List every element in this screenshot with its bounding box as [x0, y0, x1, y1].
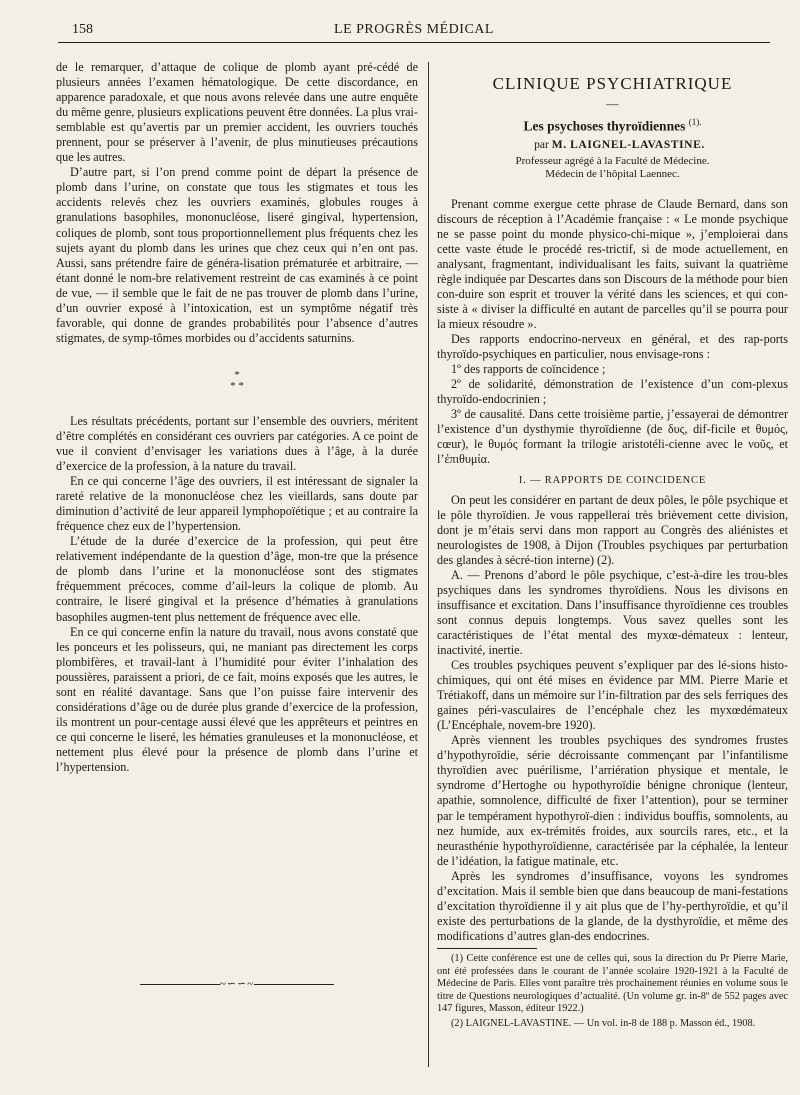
left-paragraph: Les résultats précédents, portant sur l’ensemble des ouvriers, méritent d’être complétés en considérant ces ouvriers par catégories. A ce point de vue il convient d’envisager les variations dues à l’âge, à la durée d’exercice de la profession, à la nature du travail.	[56, 413, 418, 474]
running-header	[58, 20, 770, 43]
right-paragraph: Après les syndromes d’insuffisance, voyons les syndromes d’excitation. Mais il semble bien que dans beaucoup de mani-festations d’excitation thyroïdienne il y ait plus que de l’hy-perthyroïdie, et qu’il existe des perturbations de la glande, de la dysthyroïdie, et même des modifications d’autres glan-des endocrines.	[437, 868, 788, 943]
left-paragraph: En ce qui concerne l’âge des ouvriers, il est intéressant de signaler la rareté relative de la mononucléose chez les vieillards, sans doute par diminution d’activité de leur appareil lymphopoïétique ; et au contraire la fréquence chez eux de l’hypertension.	[56, 474, 418, 534]
left-paragraph: En ce qui concerne enfin la nature du travail, nous avons constaté que les ponceurs et les polisseurs, qui, ne maniant pas directement les corps plombifères, et travail-lant à l’humidité pour éviter l’inhalation des poussières, paraissent a priori, de ce fait, moins exposés que les autres, le sont en réalité davantage. Sans que l’on puisse faire intervenir des considérations d’âge ou de durée plus grande d’exercice de la profession, ils montrent un pour-centage aussi élevé que les apprêteurs et peintres en ce qui concerne le liseré, les hématies granuleuses et la mononucléose, et nettement plus élevé pour la présence de plomb dans l’urine et l’hypertension.	[56, 624, 418, 774]
article-title-text: Les psychoses thyroïdiennes	[523, 118, 686, 134]
subsection-heading: I. — RAPPORTS DE COINCIDENCE	[518, 475, 707, 487]
end-flourish: ~∽∽~	[56, 977, 418, 992]
right-paragraph: 3º de causalité. Dans cette troisième partie, j’essayerai de démontrer l’existence d’un dysthymie thyroïdienne (de δυς, dif-ficile et θυμός, cœur), le θυμός formant la trilogie aristotéli-cienne avec le νοῦς, et l’ἐπιθυμία.	[437, 407, 788, 467]
footnote: (2) LAIGNEL-LAVASTINE. — Un vol. in-8 de 188 p. Masson éd., 1908.	[451, 1017, 756, 1029]
left-paragraph: de le remarquer, d’attaque de colique de plomb ayant pré-cédé de plusieurs années l’examen hématologique. De cette discordance, en apparence paradoxale, et que nous avons relevée dans une autre enquête du même genre, plusieurs explications peuvent être données. La plus vrai-semblable est qu’avertis par un premier accident, les ouvriers touchés prennent, pour se préserver à l’avenir, de plus minutieuses précautions que les autres.	[56, 60, 418, 165]
right-paragraph: Après viennent les troubles psychiques des syndromes frustes d’hypothyroïdie, série décroissante commençant par l’infantilisme thyroïdien avec puérilisme, l’arriération physique et mentale, le syndrome d’Hertoghe ou hypothyroïdie bénigne chronique (lenteur, apathie, somnolence, difficulté de fixer l’attention), pour se terminer par le tempérament hypothyroï-dien : individus bouffis, somnolents, au nez humide, aux ex-trémités froides, aux sourcils rares, etc., et la neurasthénie hypothyroïdienne, caractérisée par la céphalée, la lenteur de l’idéation, la fatigue matinale, etc.	[437, 733, 788, 868]
footnote-rule	[437, 948, 537, 949]
section-dash: —	[606, 97, 619, 112]
title-footnote-ref: (1).	[688, 117, 702, 128]
author-name: M. LAIGNEL-LAVASTINE.	[551, 138, 705, 151]
right-paragraph: 1º des rapports de coïncidence ;	[451, 362, 606, 377]
right-column	[437, 60, 788, 1031]
affiliation-line: Médecin de l’hôpital Laennec.	[545, 167, 680, 180]
article-title	[437, 115, 788, 134]
affiliation-line: Professeur agrégé à la Faculté de Médecine.	[515, 154, 710, 167]
column-divider	[428, 62, 429, 1067]
footnote: (1) Cette conférence est une de celles qui, sous la direction du Pr Pierre Marie, ont été professées dans le courant de l’année scolaire 1920-1921 à la Faculté de Médecine de Paris. Elles vont paraître très prochainement réunies en volume sous le titre de Questions neurologiques d’actualité. (Un volume gr. in-8º de 552 pages avec 147 figures, Masson, éditeur 1922.)	[437, 952, 788, 1015]
section-stars: * * *	[230, 368, 244, 392]
right-paragraph: On peut les considérer en partant de deux pôles, le pôle psychique et le pôle thyroïdien. Je vous rappellerai très brièvement cette division, dont je m’étais servi dans mon rapport au Congrès des aliénistes et neurologistes de 1908, à Dijon (Troubles psychiques par perturbation des glandes à sécré-tion interne) (2).	[437, 492, 788, 567]
journal-title: LE PROGRÈS MÉDICAL	[334, 22, 494, 37]
author-prefix: par	[534, 138, 549, 151]
left-column	[56, 60, 418, 992]
page-number: 158	[72, 22, 93, 37]
affiliation	[437, 155, 788, 181]
left-paragraph: L’étude de la durée d’exercice de la profession, qui peut être relativement indépendante de la question d’âge, mon-tre que la présence de plomb dans l’urine et la mononucléose sont des stigmates fréquemment précoces, comme d’ail-leurs la colique de plomb. Au contraire, le liseré gingival et la présence d’hématies à granulations basophiles augmen-tent plus nettement de fréquence avec elle.	[56, 534, 418, 624]
right-paragraph: A. — Prenons d’abord le pôle psychique, c’est-à-dire les trou-bles psychiques dans les syndromes thyroïdiens. Nous les divisons en insuffisance et excitation. Dans l’insuffisance thyroïdienne ces troubles sont connus depuis longtemps. Vous savez quelles sont les caractéristiques de l’état mental des myxœ-démateux : lenteur, inactivité, inertie.	[437, 567, 788, 657]
right-paragraph: Ces troubles psychiques peuvent s’expliquer par des lé-sions histo-chimiques, qui ont été mises en évidence par MM. Pierre Marie et Trétiakoff, dans un mémoire sur l’in-filtration par des sels ferriques des gaines péri-vasculaires de l’encéphale chez les myxœdémateux (L’Encéphale, novem-bre 1920).	[437, 658, 788, 733]
author-line	[437, 138, 788, 153]
left-paragraph: D’autre part, si l’on prend comme point de départ la présence de plomb dans l’urine, on constate que tous les stigmates et tous les accidents relevés chez les ouvriers examinés, globules rouges à granulations basophiles, mononucléose, liseré gingival, hypertension, coliques de plomb, sont tous proportionnellement plus fréquents chez les sujets ayant du plomb dans les urines que chez ceux qui n’en ont pas. Aussi, sans prétendre faire de généra-lisation prématurée et arbitraire, — étant donné le nom-bre relativement restreint de cas examinés à ce point de vue, — il semble que le fait de ne pas trouver de plomb dans l’urine, d’un ouvrier exposé à l’intoxication, est un symptôme négatif très favorable, qui donne de grandes probabilités pour l’absence d’autres stigmates, de symp-tômes morbides ou d’accidents saturnins.	[56, 165, 418, 345]
right-paragraph: Des rapports endocrino-nerveux en général, et des rap-ports thyroïdo-psychiques en particulier, nous envisage-rons :	[437, 332, 788, 362]
section-heading: CLINIQUE PSYCHIATRIQUE	[492, 74, 733, 93]
right-paragraph: Prenant comme exergue cette phrase de Claude Bernard, dans son discours de réception à l’Académie française : « Le monde psychique ne se passe point du monde physico-chi-mique », j’emploierai dans cette vaste étude le procédé res-trictif, si de mode actuellement, en analysant, fragmentant, individualisant les faits, suivant la quatrième règle indiquée par Descartes dans son Discours de la méthode pour bien con-duire son esprit et trouver la vérité dans les sciences, et qui con-siste à « diviser la difficulté en autant de parcelles qu’il se pourra pour la mieux résoudre ».	[437, 196, 788, 332]
right-paragraph: 2º de solidarité, démonstration de l’existence d’un com-plexus thyroïdo-endocrinien ;	[437, 377, 788, 407]
